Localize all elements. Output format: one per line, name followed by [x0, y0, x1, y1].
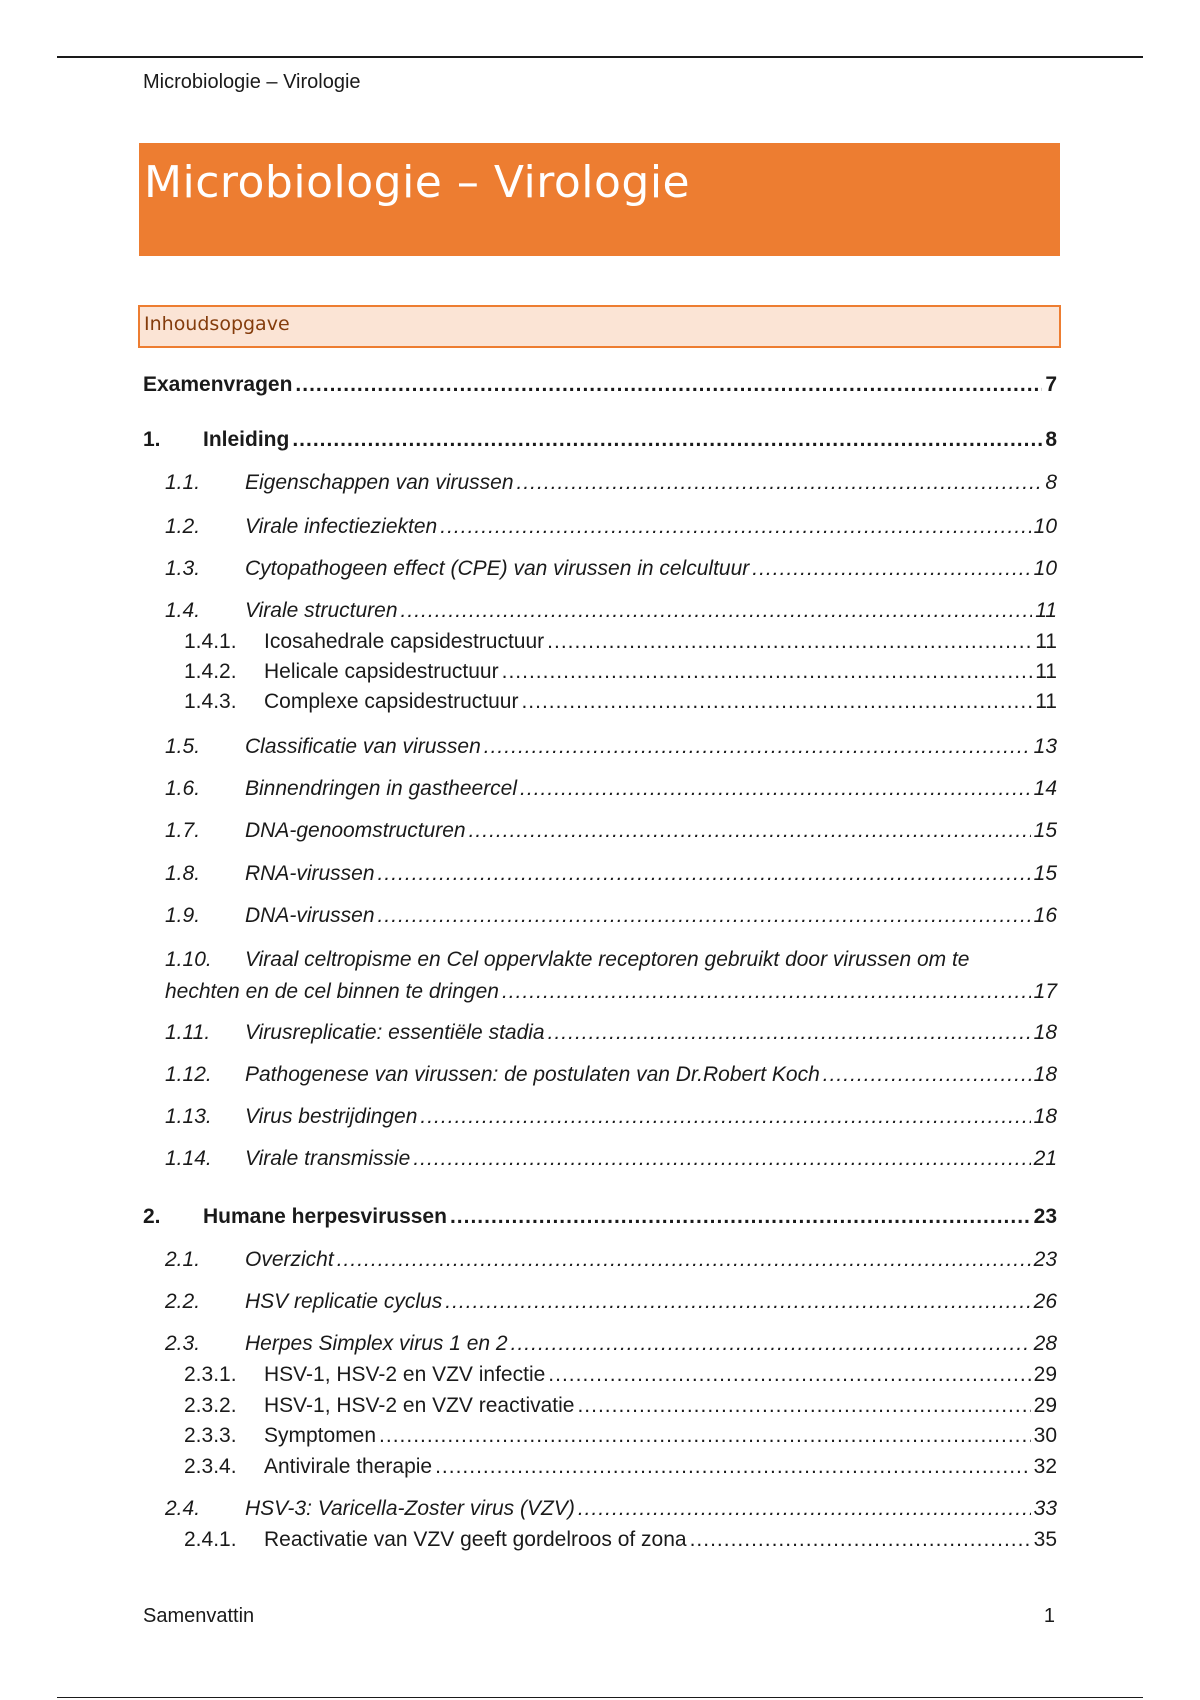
toc-leader [548, 1363, 1030, 1387]
toc-entry-number: 1.14. [165, 1147, 212, 1170]
toc-entry-title: DNA-virussen [245, 904, 375, 927]
toc-entry-page: 17 [1033, 980, 1057, 1003]
toc-leader [337, 1248, 1031, 1272]
toc-entry-number: 2.3.1. [184, 1363, 237, 1386]
toc-leader [469, 819, 1031, 843]
toc-entry-number: 2.3.2. [184, 1394, 237, 1417]
toc-heading-box [138, 305, 1061, 348]
toc-entry-1-7[interactable] [165, 819, 1057, 843]
toc-entry-1-2[interactable] [165, 515, 1057, 539]
toc-entry-number: 1.4.3. [184, 690, 237, 713]
toc-entry-number: 2.3.4. [184, 1455, 237, 1478]
toc-leader [450, 1205, 1031, 1229]
toc-entry-title: Eigenschappen van virussen [245, 471, 514, 494]
toc-leader [484, 735, 1031, 759]
toc-entry-title: HSV-1, HSV-2 en VZV infectie [264, 1363, 546, 1386]
toc-entry-number: 1. [143, 428, 161, 451]
toc-entry-number: 1.8. [165, 862, 201, 885]
toc-entry-number: 2. [143, 1205, 161, 1228]
toc-entry-page: 18 [1033, 1021, 1057, 1044]
toc-leader [292, 428, 1042, 452]
toc-entry-1-3[interactable] [165, 557, 1057, 581]
toc-entry-1-4-3[interactable] [184, 690, 1057, 714]
toc-entry-1-4-2[interactable] [184, 660, 1057, 684]
toc-entry-1-4[interactable] [165, 599, 1057, 623]
toc-entry-number: 1.9. [165, 904, 201, 927]
toc-entry-number: 1.4. [165, 599, 201, 622]
toc-entry-page: 15 [1033, 819, 1057, 842]
toc-entry-2-4-1[interactable] [184, 1528, 1057, 1552]
toc-leader [578, 1497, 1031, 1521]
toc-entry-page: 26 [1033, 1290, 1057, 1313]
toc-entry-page: 11 [1035, 660, 1057, 683]
toc-entry-title: Humane herpesvirussen [203, 1205, 447, 1228]
toc-entry-number: 2.1. [165, 1248, 201, 1271]
toc-entry-2-3-2[interactable] [184, 1394, 1057, 1418]
toc-entry-title: Reactivatie van VZV geeft gordelroos of zona [264, 1528, 687, 1551]
toc-entry-title: DNA-genoomstructuren [245, 819, 466, 842]
toc-entry-1-12[interactable] [165, 1063, 1057, 1087]
page-number: 1 [1043, 1605, 1055, 1627]
toc-entry-1-9[interactable] [165, 904, 1057, 928]
toc-entry-1-13[interactable] [165, 1105, 1057, 1129]
toc-entry-number: 2.3. [165, 1332, 201, 1355]
toc-entry-page: 30 [1033, 1424, 1057, 1447]
toc-leader [502, 980, 1031, 1004]
toc-entry-2-1[interactable] [165, 1248, 1057, 1272]
toc-leader [823, 1063, 1031, 1087]
toc-entry-title: Icosahedrale capsidestructuur [264, 630, 545, 653]
toc-entry-title: Antivirale therapie [264, 1455, 433, 1478]
toc-leader [548, 1021, 1031, 1045]
toc-entry-page: 29 [1033, 1394, 1057, 1417]
toc-entry-1-5[interactable] [165, 735, 1057, 759]
toc-entry-2-3-1[interactable] [184, 1363, 1057, 1387]
toc-leader [378, 862, 1031, 886]
toc-entry-page: 11 [1035, 690, 1057, 713]
toc-entry-examenvragen[interactable] [143, 373, 1057, 397]
toc-entry-title: HSV-1, HSV-2 en VZV reactivatie [264, 1394, 575, 1417]
running-header: Microbiologie – Virologie [143, 71, 361, 93]
toc-entry-number: 1.4.1. [184, 630, 237, 653]
toc-entry-number: 1.1. [165, 471, 201, 494]
toc-entry-page: 7 [1045, 373, 1057, 396]
toc-entry-page: 10 [1033, 515, 1057, 538]
toc-leader [577, 1394, 1030, 1418]
toc-leader [511, 1332, 1031, 1356]
toc-entry-number: 1.5. [165, 735, 201, 758]
toc-entry-chapter-1[interactable] [143, 428, 1057, 452]
toc-entry-1-6[interactable] [165, 777, 1057, 801]
toc-entry-page: 18 [1033, 1063, 1057, 1086]
footer-rule [57, 1697, 1143, 1698]
toc-leader [379, 1424, 1031, 1448]
toc-leader [547, 630, 1032, 654]
toc-entry-title: Virus bestrijdingen [245, 1105, 418, 1128]
toc-entry-page: 23 [1033, 1248, 1057, 1271]
toc-entry-number: 1.6. [165, 777, 201, 800]
toc-entry-number: 1.2. [165, 515, 201, 538]
toc-entry-page: 8 [1045, 428, 1057, 451]
toc-leader [378, 904, 1031, 928]
title-banner [139, 143, 1060, 256]
header-rule [57, 56, 1143, 58]
toc-entry-1-11[interactable] [165, 1021, 1057, 1045]
toc-entry-2-3[interactable] [165, 1332, 1057, 1356]
toc-entry-page: 8 [1045, 471, 1057, 494]
toc-entry-2-4[interactable] [165, 1497, 1057, 1521]
toc-entry-number: 2.3.3. [184, 1424, 237, 1447]
toc-entry-title: HSV-3: Varicella-Zoster virus (VZV) [245, 1497, 575, 1520]
toc-entry-title: Inleiding [203, 428, 290, 451]
toc-entry-number: 1.10. [165, 948, 212, 971]
toc-entry-page: 18 [1033, 1105, 1057, 1128]
toc-entry-page: 28 [1033, 1332, 1057, 1355]
toc-entry-title: Binnendringen in gastheercel [245, 777, 518, 800]
toc-entry-page: 11 [1035, 630, 1057, 653]
toc-entry-1-10[interactable] [165, 948, 1057, 1004]
toc-entry-2-3-3[interactable] [184, 1424, 1057, 1448]
toc-entry-number: 2.4. [165, 1497, 201, 1520]
toc-entry-title: Virale transmissie [245, 1147, 411, 1170]
toc-entry-title: HSV replicatie cyclus [245, 1290, 443, 1313]
document-title: Microbiologie – Virologie [144, 157, 691, 208]
toc-entry-number: 1.12. [165, 1063, 212, 1086]
toc-leader [521, 690, 1032, 714]
toc-entry-page: 13 [1033, 735, 1057, 758]
toc-leader [520, 777, 1031, 801]
toc-entry-2-3-4[interactable] [184, 1455, 1057, 1479]
toc-entry-number: 1.13. [165, 1105, 212, 1128]
toc-leader [413, 1147, 1030, 1171]
toc-entry-page: 16 [1033, 904, 1057, 927]
toc-entry-page: 29 [1033, 1363, 1057, 1386]
toc-leader [502, 660, 1033, 684]
toc-entry-number: 1.3. [165, 557, 201, 580]
toc-entry-title: Cytopathogeen effect (CPE) van virussen in celcultuur [245, 557, 750, 580]
toc-entry-1-1[interactable] [165, 471, 1057, 495]
toc-entry-chapter-2[interactable] [143, 1205, 1057, 1229]
footer-text: Samenvattin [143, 1605, 255, 1627]
toc-entry-1-14[interactable] [165, 1147, 1057, 1171]
toc-entry-page: 10 [1033, 557, 1057, 580]
toc-leader [401, 599, 1033, 623]
toc-leader [440, 515, 1030, 539]
toc-entry-title-line2: hechten en de cel binnen te dringen [165, 980, 499, 1003]
toc-entry-title: Virale structuren [245, 599, 398, 622]
toc-entry-page: 11 [1035, 599, 1057, 622]
toc-entry-title: Virusreplicatie: essentiële stadia [245, 1021, 545, 1044]
toc-entry-number: 1.4.2. [184, 660, 237, 683]
toc-entry-title-line1: Viraal celtropisme en Cel oppervlakte receptoren gebruikt door virussen om te [245, 948, 970, 971]
toc-entry-page: 21 [1033, 1147, 1057, 1170]
toc-heading: Inhoudsopgave [144, 313, 290, 335]
toc-entry-page: 15 [1033, 862, 1057, 885]
toc-entry-title: RNA-virussen [245, 862, 375, 885]
toc-entry-2-2[interactable] [165, 1290, 1057, 1314]
toc-entry-title: Symptomen [264, 1424, 377, 1447]
toc-entry-number: 1.11. [165, 1021, 211, 1044]
toc-leader [445, 1290, 1030, 1314]
toc-entry-title: Herpes Simplex virus 1 en 2 [245, 1332, 508, 1355]
toc-leader [690, 1528, 1031, 1552]
toc-entry-title: Virale infectieziekten [245, 515, 438, 538]
toc-entry-page: 35 [1033, 1528, 1057, 1551]
toc-entry-title: Complexe capsidestructuur [264, 690, 519, 713]
toc-entry-title: Helicale capsidestructuur [264, 660, 499, 683]
toc-leader [295, 373, 1042, 397]
toc-leader [752, 557, 1030, 581]
toc-leader [435, 1455, 1031, 1479]
toc-entry-number: 1.7. [165, 819, 201, 842]
toc-entry-page: 14 [1033, 777, 1057, 800]
toc-entry-number: 2.2. [165, 1290, 201, 1313]
toc-entry-page: 23 [1033, 1205, 1057, 1228]
toc-entry-page: 32 [1033, 1455, 1057, 1478]
toc-entry-number: 2.4.1. [184, 1528, 237, 1551]
toc-leader [517, 471, 1043, 495]
toc-entry-1-8[interactable] [165, 862, 1057, 886]
toc-entry-title: Classificatie van virussen [245, 735, 481, 758]
toc-entry-title: Examenvragen [143, 373, 293, 396]
toc-entry-title: Overzicht [245, 1248, 334, 1271]
toc-entry-1-4-1[interactable] [184, 630, 1057, 654]
toc-entry-title: Pathogenese van virussen: de postulaten van Dr.Robert Koch [245, 1063, 820, 1086]
toc-leader [420, 1105, 1030, 1129]
toc-entry-page: 33 [1033, 1497, 1057, 1520]
